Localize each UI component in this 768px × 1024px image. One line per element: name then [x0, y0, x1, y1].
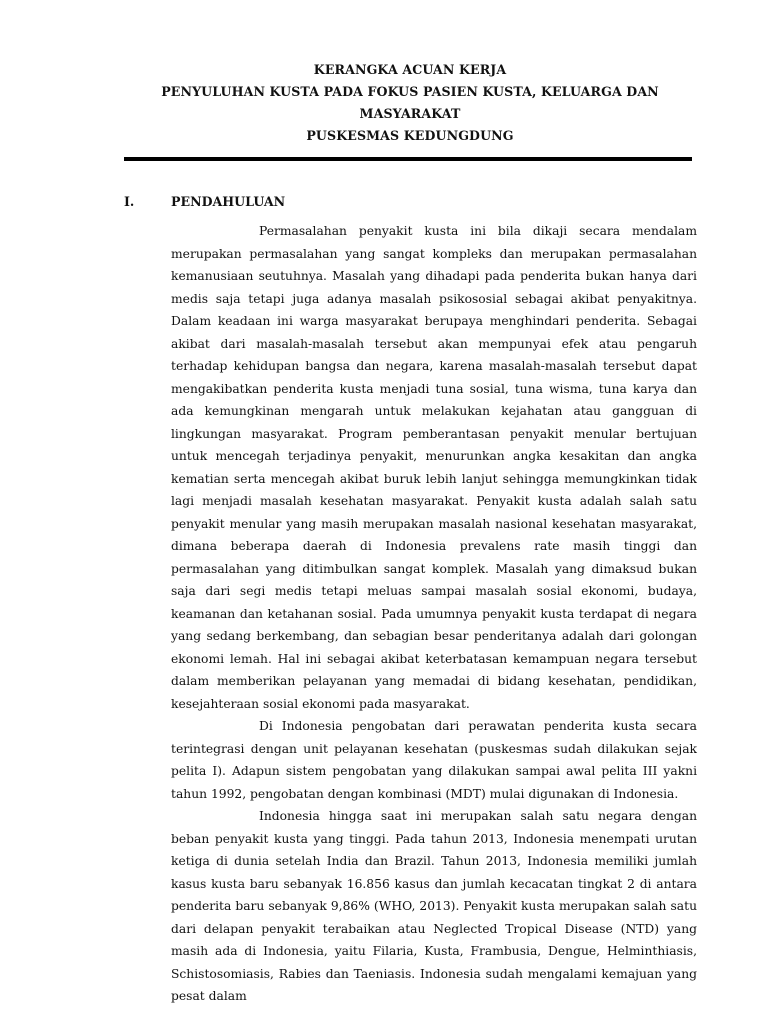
- section-title: PENDAHULUAN: [171, 194, 286, 209]
- institution-name: PUSKESMAS KEDUNGDUNG: [306, 128, 514, 143]
- header-divider: [124, 157, 692, 161]
- paragraph: Permasalahan penyakit kusta ini bila dikaji secara mendalam merupakan permasalahan yang sangat kompleks dan merupakan permasalahan kemanusiaan seutuhnya. Masalah yang dihadapi pada penderita bukan hanya dari medis saja tetapi juga adanya masalah psikososial sebagai akibat penyakitnya. Dalam keadaan ini warga masyarakat berupaya menghindari penderita. Sebagai akibat dari masalah-masalah tersebut akan mempunyai efek atau pengaruh terhadap kehidupan bangsa dan negara, karena masalah-masalah tersebut dapat mengakibatkan penderita kusta menjadi tuna sosial, tuna wisma, tuna karya dan ada kemungkinan mengarah untuk melakukan kejahatan atau gangguan di lingkungan masyarakat. Program pemberantasan penyakit menular bertujuan untuk mencegah terjadinya penyakit, menurunkan angka kesakitan dan angka kematian serta mencegah akibat buruk lebih lanjut sehingga memungkinkan tidak lagi menjadi masalah kesehatan masyarakat. Penyakit kusta adalah salah satu penyakit menular yang masih merupakan masalah nasional kesehatan masyarakat, dimana beberapa daerah di Indonesia prevalens rate masih tinggi dan permasalahan yang ditimbulkan sangat komplek. Masalah yang dimaksud bukan saja dari segi medis tetapi meluas sampai masalah sosial ekonomi, budaya, keamanan dan ketahanan sosial. Pada umumnya penyakit kusta terdapat di negara yang sedang berkembang, dan sebagian besar penderitanya adalah dari golongan ekonomi lemah. Hal ini sebagai akibat keterbatasan kemampuan negara tersebut dalam memberikan pelayanan yang memadai di bidang kesehatan, pendidikan, kesejahteraan sosial ekonomi pada masyarakat.: [171, 224, 697, 711]
- paragraph: Indonesia hingga saat ini merupakan salah satu negara dengan beban penyakit kusta yang tinggi. Pada tahun 2013, Indonesia menempati urutan ketiga di dunia setelah India dan Brazil. Tahun 2013, Indonesia memiliki jumlah kasus kusta baru sebanyak 16.856 kasus dan jumlah kecacatan tingkat 2 di antara penderita baru sebanyak 9,86% (WHO, 2013). Penyakit kusta merupakan salah satu dari delapan penyakit terabaikan atau Neglected Tropical Disease (NTD) yang masih ada di Indonesia, yaitu Filaria, Kusta, Frambusia, Dengue, Helminthiasis, Schistosomiasis, Rabies dan Taeniasis. Indonesia sudah mengalami kemajuan yang pesat dalam: [171, 809, 697, 1003]
- document-header: [100, 59, 720, 147]
- section-body: [171, 220, 697, 1008]
- section-number: I.: [124, 194, 135, 209]
- document-subtitle-line-2: MASYARAKAT: [359, 106, 461, 121]
- document-subtitle-line-1: PENYULUHAN KUSTA PADA FOKUS PASIEN KUSTA, KELUARGA DAN: [161, 84, 659, 99]
- paragraph: Di Indonesia pengobatan dari perawatan penderita kusta secara terintegrasi dengan unit pelayanan kesehatan (puskesmas sudah dilakukan sejak pelita I). Adapun sistem pengobatan yang dilakukan sampai awal pelita III yakni tahun 1992, pengobatan dengan kombinasi (MDT) mulai digunakan di Indonesia.: [171, 719, 697, 801]
- document-title: KERANGKA ACUAN KERJA: [313, 62, 507, 77]
